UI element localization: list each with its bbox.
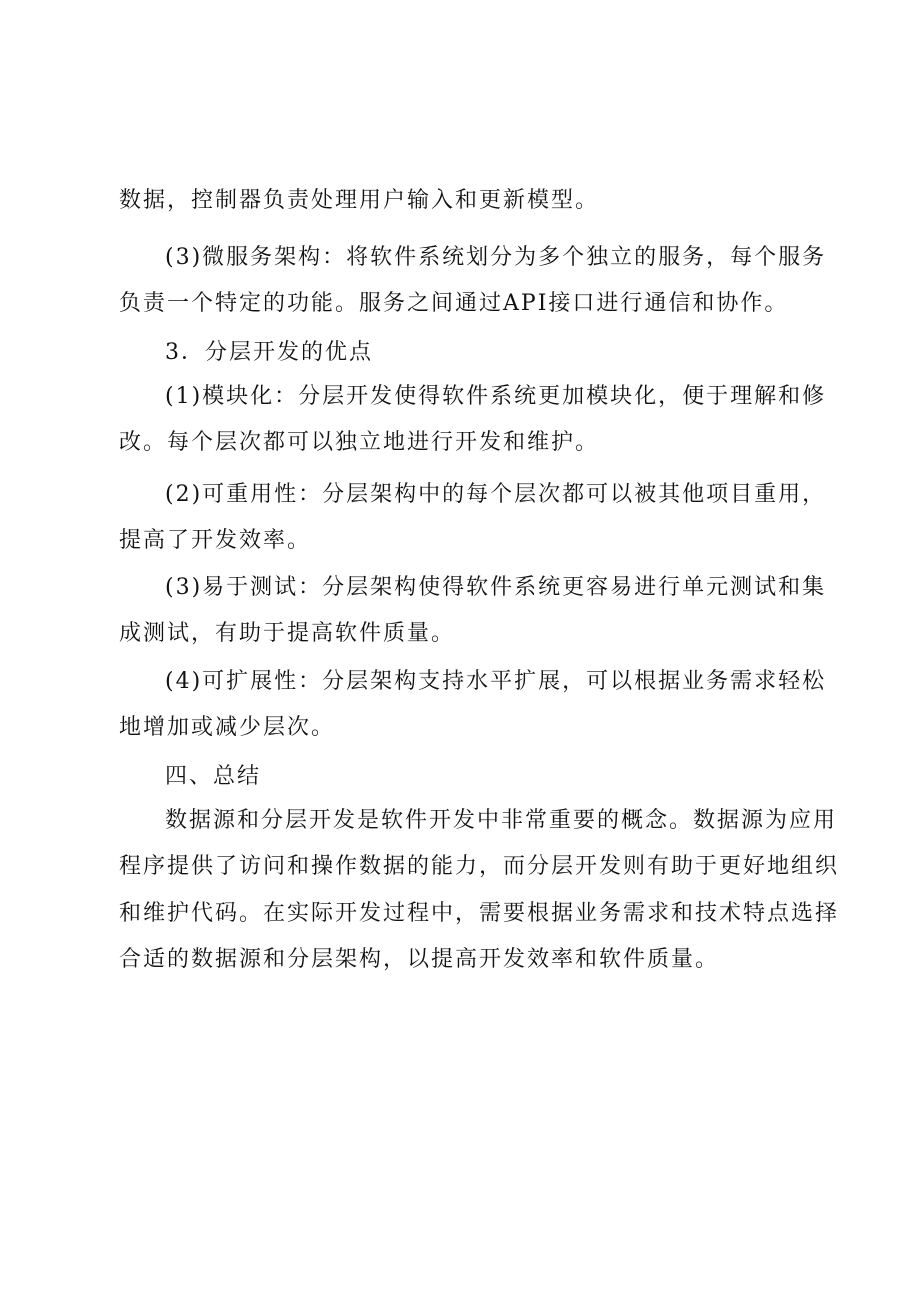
section-heading: 四、总结 xyxy=(165,764,262,789)
paragraph-line: (4)可扩展性：分层架构支持水平扩展，可以根据业务需求轻松 xyxy=(165,669,827,694)
paragraph-line: 合适的数据源和分层架构，以提高开发效率和软件质量。 xyxy=(119,947,720,972)
paragraph-line: 数据源和分层开发是软件开发中非常重要的概念。数据源为应用 xyxy=(165,808,838,833)
paragraph-line: 地增加或减少层次。 xyxy=(119,715,336,740)
paragraph-line: 改。每个层次都可以独立地进行开发和维护。 xyxy=(119,430,600,455)
paragraph-line: (3)微服务架构：将软件系统划分为多个独立的服务，每个服务 xyxy=(165,245,827,270)
section-heading: 3．分层开发的优点 xyxy=(165,340,373,365)
paragraph-line: 负责一个特定的功能。服务之间通过API接口进行通信和协作。 xyxy=(119,291,789,316)
paragraph-line: (3)易于测试：分层架构使得软件系统更容易进行单元测试和集 xyxy=(165,575,827,600)
paragraph-line: 成测试，有助于提高软件质量。 xyxy=(119,621,456,646)
paragraph-line: (2)可重用性：分层架构中的每个层次都可以被其他项目重用， xyxy=(165,482,827,507)
paragraph-line: 程序提供了访问和操作数据的能力，而分层开发则有助于更好地组织 xyxy=(119,854,840,879)
paragraph-line: 和维护代码。在实际开发过程中，需要根据业务需求和技术特点选择 xyxy=(119,901,840,926)
paragraph-line: 提高了开发效率。 xyxy=(119,528,312,553)
paragraph-line: (1)模块化：分层开发使得软件系统更加模块化，便于理解和修 xyxy=(165,384,827,409)
paragraph-line: 数据，控制器负责处理用户输入和更新模型。 xyxy=(119,188,600,213)
